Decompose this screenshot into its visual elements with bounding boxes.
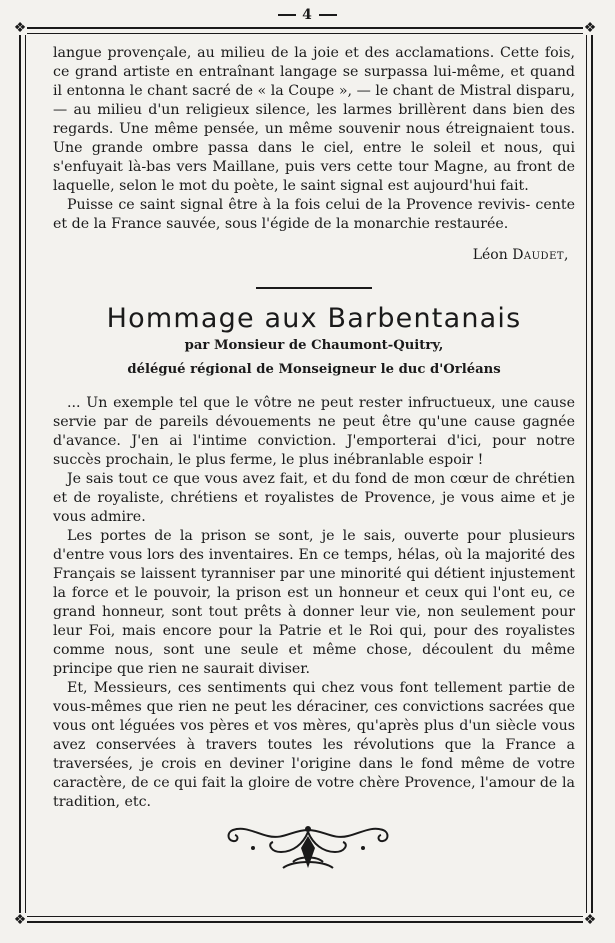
intro-paragraph: Puisse ce saint signal être à la fois celui de la Provence revivis- cente et de la France sauvée, sous l'égide de la monarchie restaurée.	[53, 197, 575, 232]
corner-ornament-icon: ❖	[13, 912, 27, 928]
corner-ornament-icon: ❖	[583, 912, 597, 928]
article-paragraph: Je sais tout ce que vous avez fait, et du fond de mon cœur de chrétien et de royaliste, chrétiens et royalistes de Provence, je vous aime et je vous admire.	[53, 471, 575, 525]
page-content	[53, 44, 575, 812]
article-body	[53, 394, 575, 812]
article-byline-role: délégué régional de Monseigneur le duc d'Orléans	[127, 362, 501, 377]
signature	[53, 246, 569, 265]
left-dash	[278, 14, 296, 16]
section-divider	[256, 287, 372, 289]
signature-first-name: Léon	[472, 247, 508, 263]
corner-ornament-icon: ❖	[13, 20, 27, 36]
article-title: Hommage aux Barbentanais	[106, 303, 522, 334]
corner-ornament-icon: ❖	[583, 20, 597, 36]
right-dash	[319, 14, 337, 16]
page-number-text: 4	[302, 7, 313, 23]
article-byline: par Monsieur de Chaumont-Quitry,	[184, 338, 444, 353]
intro-paragraph: langue provençale, au milieu de la joie et des acclamations. Cette fois, ce grand artiste en entraînant langage se surpassa lui-même, et quand il entonna le chant sacré de « la Coupe », — le chant de Mistral disparu, — au milieu d'un religieux silence, les larmes brillèrent dans bien des regards. Une même pensée, un même souvenir nous étreignaient tous. Une grande ombre passa dans le ciel, entre le soleil et nous, qui s'enfuyait là-bas vers Maillane, puis vers cette tour Magne, au front de laquelle, selon le mot du poète, le saint signal est aujourd'hui fait.	[53, 45, 575, 194]
signature-last-name: Daudet,	[512, 247, 569, 263]
article-paragraph: Les portes de la prison se sont, je le sais, ouverte pour plusieurs d'entre vous lors des inventaires. En ce temps, hélas, où la majorité des Français se laissent tyranniser par une minorité qui détient injustement la force et le pouvoir, la prison est un honneur et ceux qui l'ont eu, ce grand honneur, sont tout prêts à donner leur vie, non seulement pour leur Foi, mais encore pour la Patrie et le Roi qui, pour des royalistes comme nous, sont une seule et même chose, découlent du même principe que rien ne saurait diviser.	[53, 528, 575, 677]
page-number	[0, 7, 615, 23]
ornament-flourish-icon	[223, 822, 393, 876]
article-paragraph: ... Un exemple tel que le vôtre ne peut rester infructueux, une cause servie par de pareils dévouements ne peut être qu'une cause gagnée d'avance. J'en ai l'intime conviction. J'emporterai d'ici, pour notre succès prochain, le plus ferme, le plus inébranlable espoir !	[53, 395, 575, 468]
article-paragraph: Et, Messieurs, ces sentiments qui chez vous font tellement partie de vous-mêmes que rien ne peut les déraciner, ces convictions sacrées que vous ont léguées vos pères et vos mères, qu'après plus d'un siècle vous avez conservées à travers toutes les révolutions que la France a traversées, je crois en deviner l'origine dans le fond même de votre caractère, de ce qui fait la gloire de votre chère Provence, l'amour de la tradition, etc.	[53, 680, 575, 810]
